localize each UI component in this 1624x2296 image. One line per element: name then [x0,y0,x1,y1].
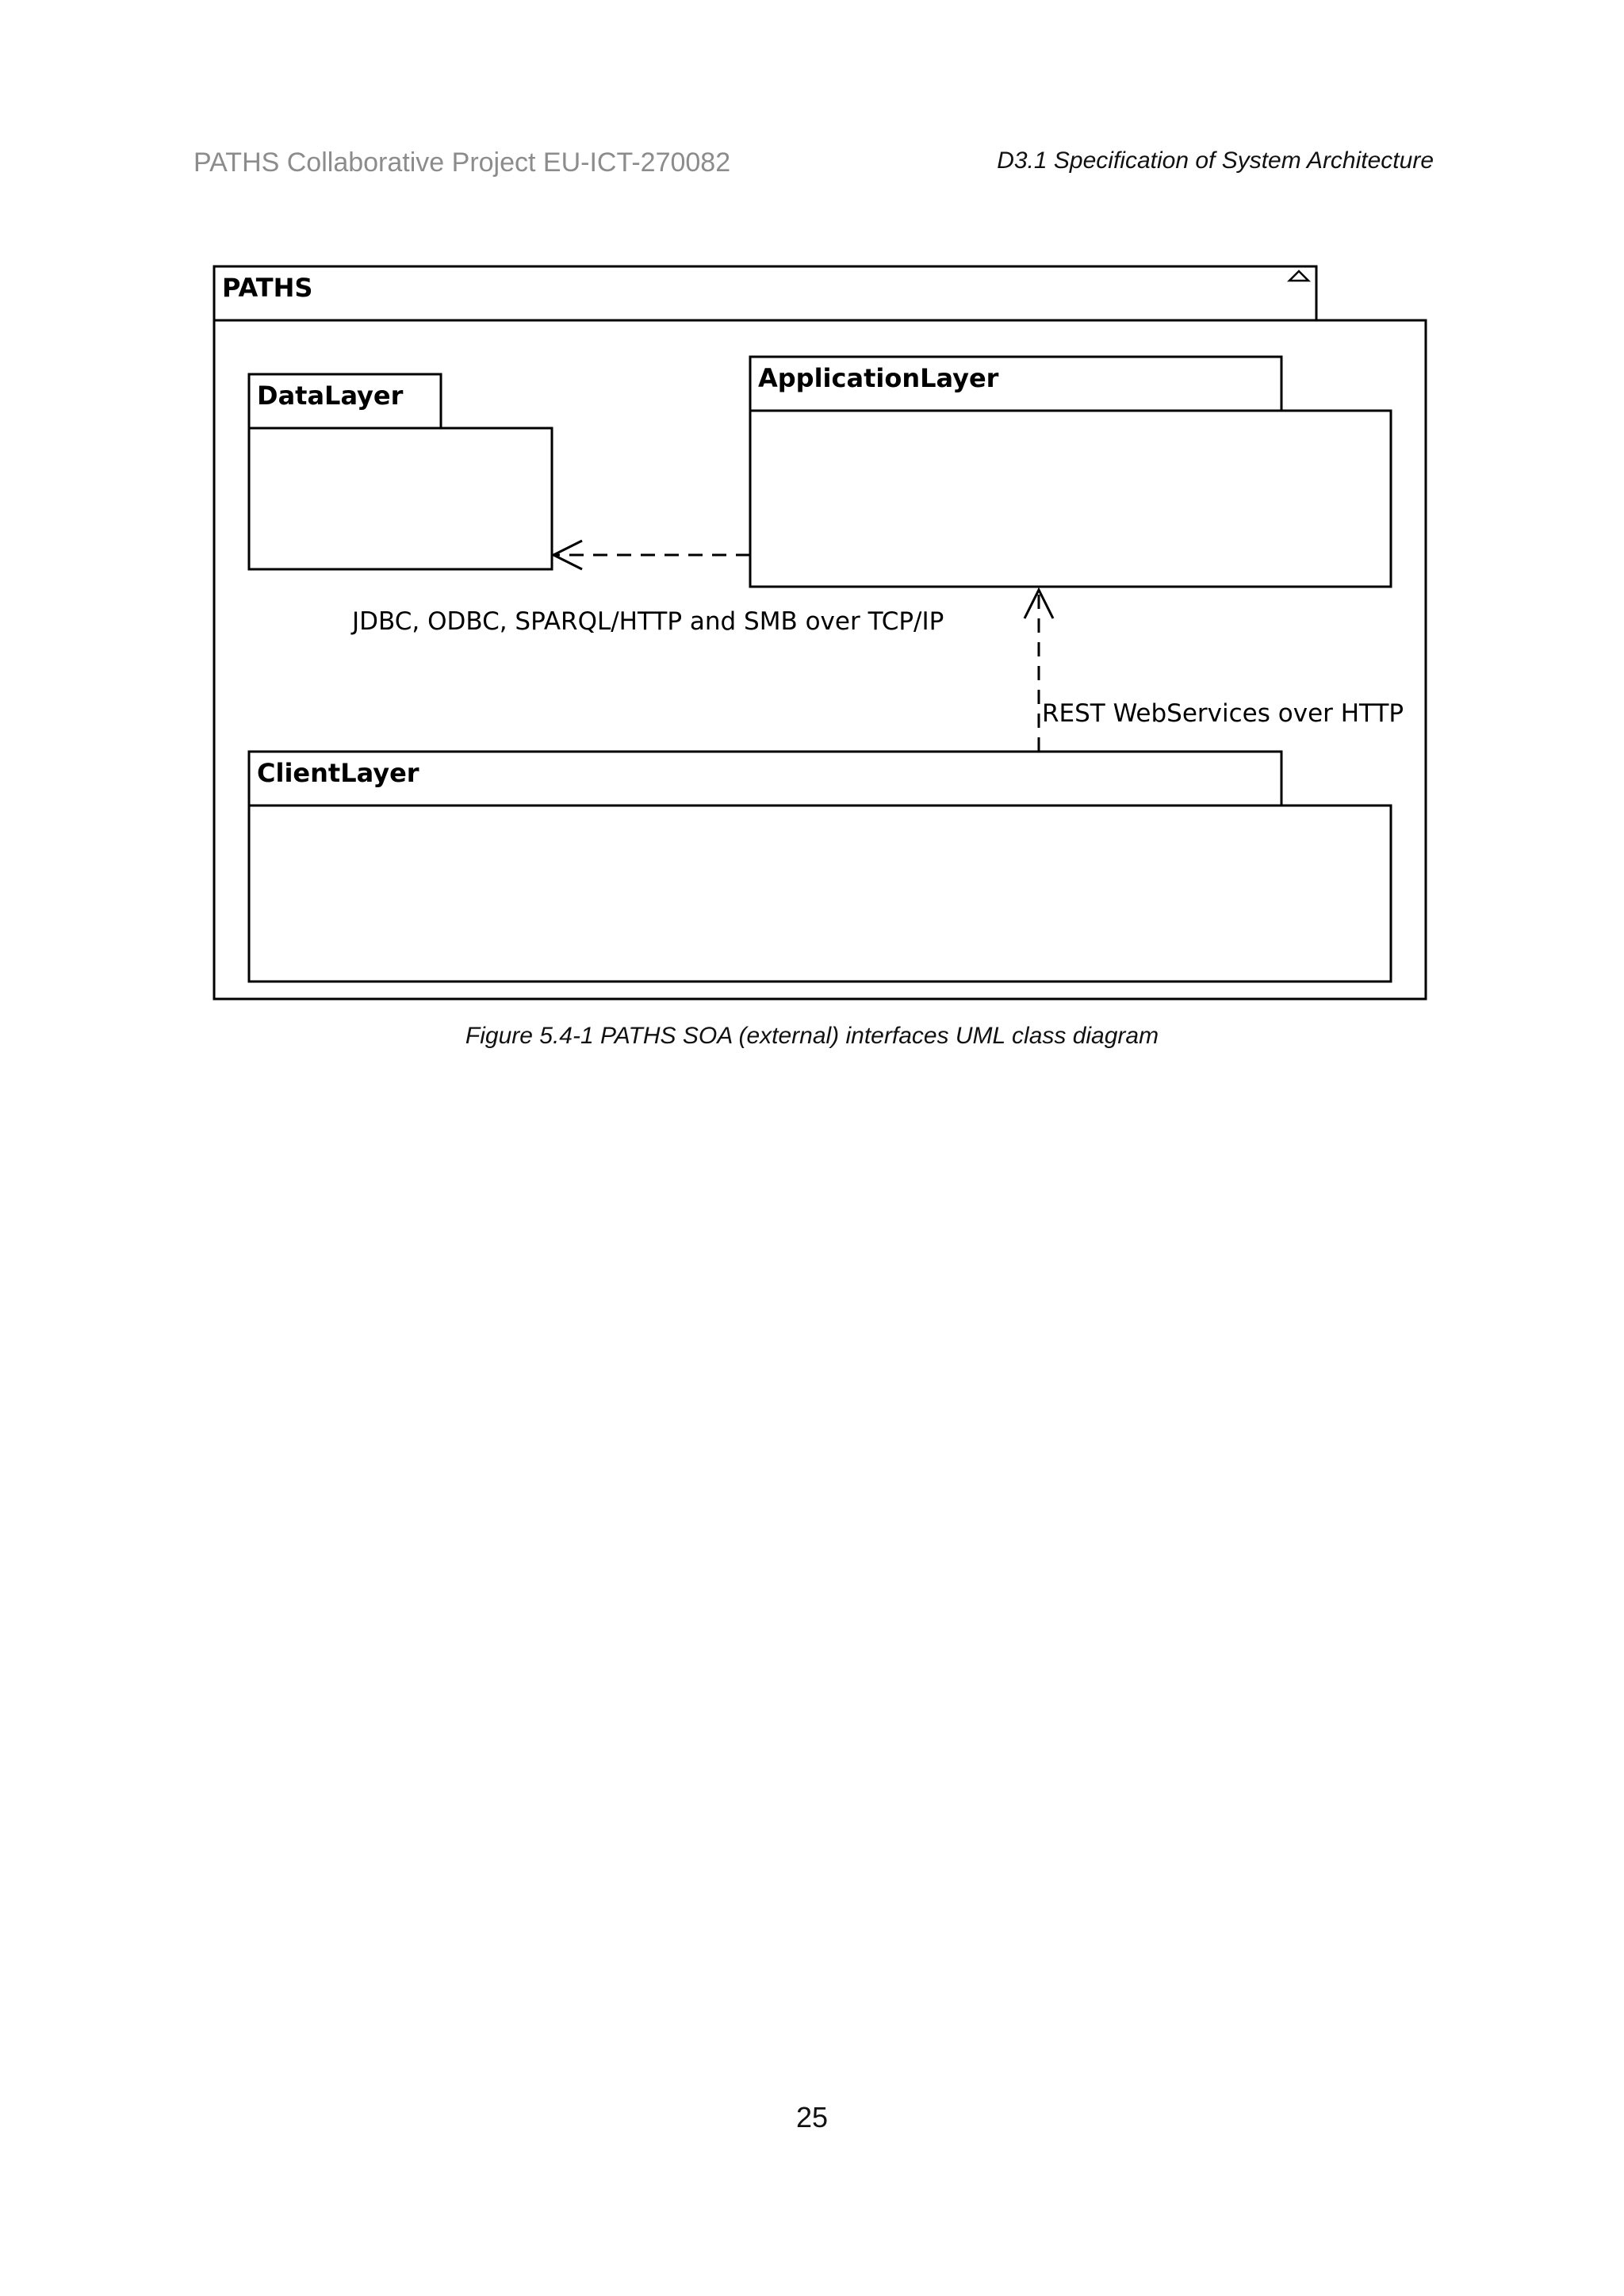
page-number: 25 [795,2101,829,2133]
dependency-label-data: JDBC, ODBC, SPARQL/HTTP and SMB over TCP/IP [352,607,944,636]
figure-caption: Figure 5.4-1 PATHS SOA (external) interfaces UML class diagram [465,1023,1159,1049]
clientlayer-body [249,806,1391,982]
applicationlayer-label: ApplicationLayer [758,363,999,393]
datalayer-body [249,428,552,569]
applicationlayer-body [750,411,1391,587]
clientlayer-label: ClientLayer [257,758,419,788]
dependency-label-application: REST WebServices over HTTP [1042,699,1404,728]
clientlayer-package [249,752,1391,982]
paths-package-tab [214,266,1316,320]
paths-package-label: PATHS [222,273,313,303]
header-document-title: D3.1 Specification of System Architecture [997,147,1434,174]
header-project: PATHS Collaborative Project EU-ICT-270082 [193,147,731,178]
datalayer-label: DataLayer [257,381,404,411]
